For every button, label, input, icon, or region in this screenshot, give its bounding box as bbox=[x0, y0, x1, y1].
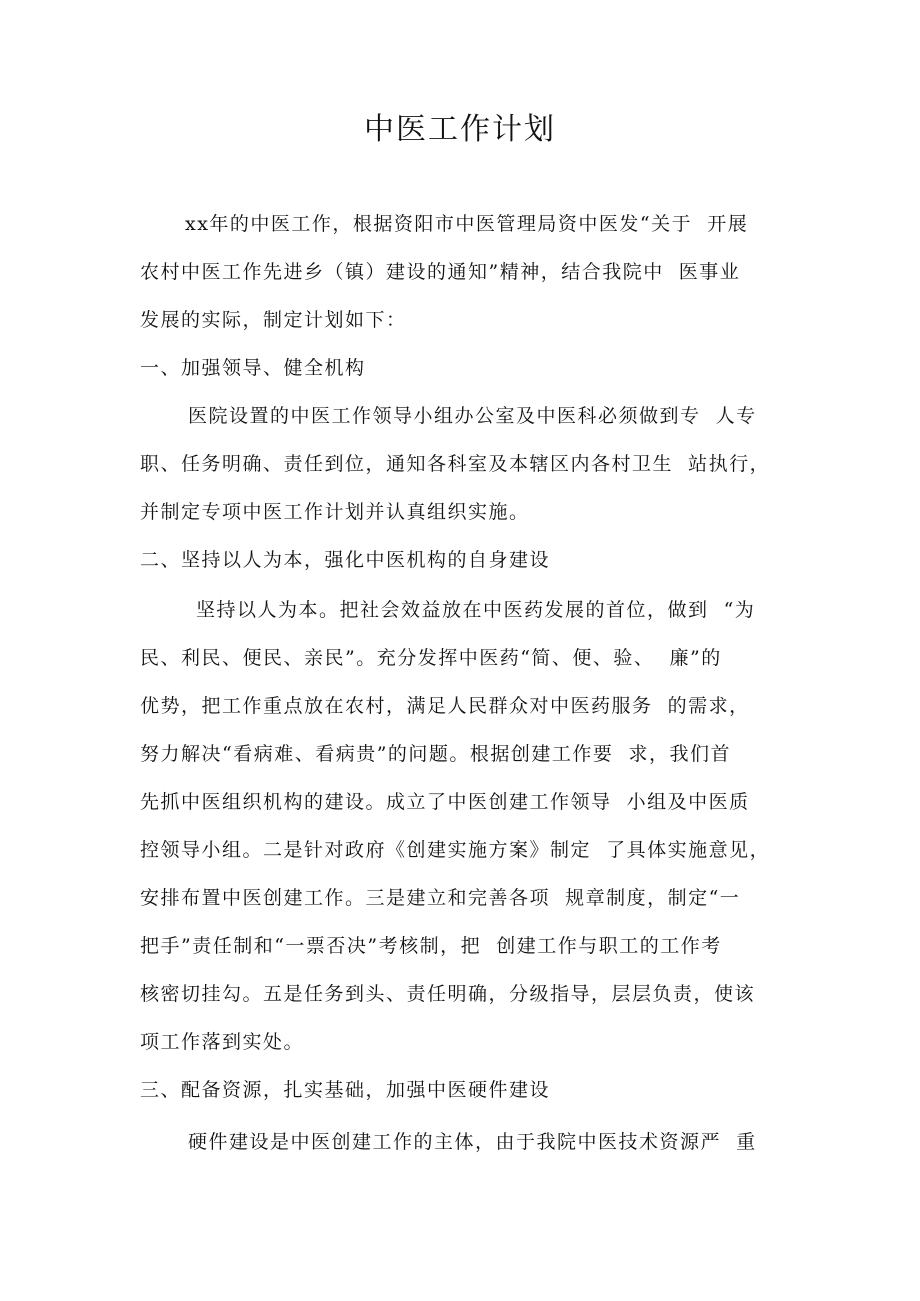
paragraph-line: 民、利民、便民、亲民”。充分发挥中医药“简、便、验、 廉”的 bbox=[140, 647, 722, 669]
paragraph-line: 项工作落到实处。 bbox=[140, 1031, 305, 1053]
paragraph-line: 硬件建设是中医创建工作的主体，由于我院中医技术资源严 重 bbox=[188, 1131, 757, 1153]
paragraph-line: 核密切挂勾。五是任务到头、责任明确，分级指导，层层负责，使该 bbox=[140, 983, 756, 1005]
section-heading: 二、坚持以人为本，强化中医机构的自身建设 bbox=[140, 549, 551, 571]
paragraph-line: 职、任务明确、责任到位，通知各科室及本辖区内各村卫生 站执行， bbox=[140, 453, 771, 475]
paragraph-line: 并制定专项中医工作计划并认真组织实施。 bbox=[140, 501, 530, 523]
paragraph-line: 医院设置的中医工作领导小组办公室及中医科必须做到专 人专 bbox=[188, 405, 757, 427]
paragraph-line: 安排布置中医创建工作。三是建立和完善各项 规章制度，制定“一 bbox=[140, 887, 741, 909]
section-heading: 三、配备资源，扎实基础，加强中医硬件建设 bbox=[140, 1079, 551, 1101]
page-title: 中医工作计划 bbox=[364, 112, 556, 147]
paragraph-line: 坚持以人为本。把社会效益放在中医药发展的首位，做到 “为 bbox=[196, 599, 756, 621]
paragraph-line: 把手”责任制和“一票否决”考核制，把 创建工作与职工的工作考 bbox=[140, 935, 722, 957]
paragraph-line: 优势，把工作重点放在农村，满足人民群众对中医药服务 的需求， bbox=[140, 695, 750, 717]
paragraph-line: 努力解决“看病难、看病贵”的问题。根据创建工作要 求，我们首 bbox=[140, 743, 732, 765]
paragraph-line: xx年的中医工作，根据资阳市中医管理局资中医发“关于 开展 bbox=[185, 213, 749, 235]
section-heading: 一、加强领导、健全机构 bbox=[140, 357, 366, 379]
paragraph-line: 控领导小组。二是针对政府《创建实施方案》制定 了具体实施意见， bbox=[140, 839, 771, 861]
paragraph-line: 农村中医工作先进乡（镇）建设的通知”精神，结合我院中 医事业 bbox=[140, 261, 741, 283]
paragraph-line: 发展的实际，制定计划如下： bbox=[140, 309, 407, 331]
paragraph-line: 先抓中医组织机构的建设。成立了中医创建工作领导 小组及中医质 bbox=[140, 791, 750, 813]
